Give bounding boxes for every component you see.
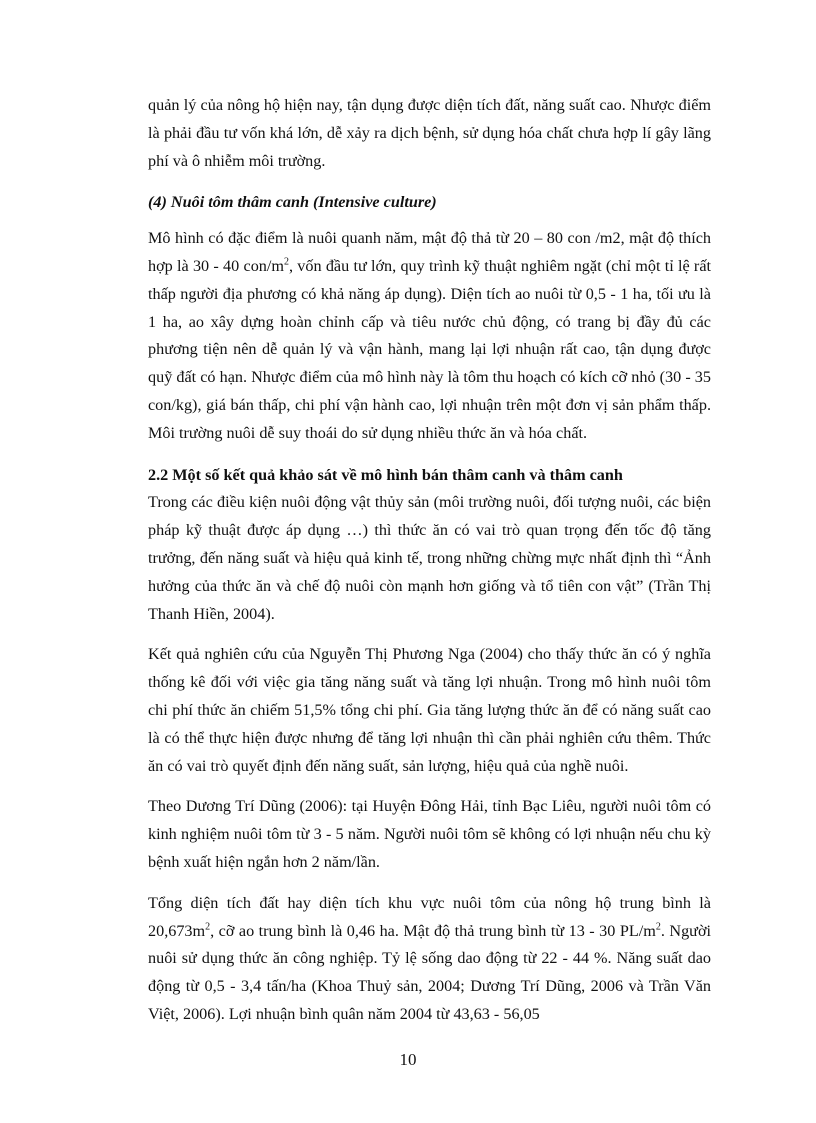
superscript: 2 xyxy=(205,921,211,933)
paragraph-intro: quản lý của nông hộ hiện nay, tận dụng được diện tích đất, năng suất cao. Nhược điểm là phải đầu tư vốn khá lớn, dễ xảy ra dịch bệnh, sử dụng hóa chất chưa hợp lí gây lãng phí và ô nhiễm môi trường. xyxy=(148,96,711,170)
paragraph-nga-study: Kết quả nghiên cứu của Nguyễn Thị Phương Nga (2004) cho thấy thức ăn có ý nghĩa thống kê đối với việc gia tăng năng suất và tăng lợi nhuận. Trong mô hình nuôi tôm chi phí thức ăn chiếm 51,5% tổng chi phí. Gia tăng lượng thức ăn để có năng suất cao là có thể thực hiện được nhưng để tăng lợi nhuận thì cần phải nghiên cứu thêm. Thức ăn có vai trò quyết định đến năng suất, sản lượng, hiệu quả của nghề nuôi. xyxy=(148,645,711,775)
page-number: 10 xyxy=(399,1050,417,1069)
page-body xyxy=(148,92,711,1029)
text-run: , cỡ ao trung bình là 0,46 ha. Mật độ thả trung bình từ 13 - 30 PL/m xyxy=(210,921,656,940)
superscript: 2 xyxy=(655,921,661,933)
paragraph-farm-area xyxy=(148,890,711,1029)
heading-intensive-culture: (4) Nuôi tôm thâm canh (Intensive culture) xyxy=(148,193,437,212)
paragraph-intensive-model xyxy=(148,225,711,447)
text-run: Mô hình có đặc điểm là nuôi quanh năm, mật độ thả từ 20 – 80 con /m2, mật độ thích hợp là 30 - 40 con/m xyxy=(148,229,711,275)
text-run: Tổng diện tích đất hay diện tích khu vực nuôi tôm của nông hộ trung bình là 20,673m xyxy=(148,893,711,940)
text-run: , vốn đầu tư lớn, quy trình kỹ thuật nghiêm ngặt (chỉ một tỉ lệ rất thấp người địa phương có khả năng áp dụng). Diện tích ao nuôi từ 0,5 - 1 ha, tối ưu là 1 ha, ao xây dựng hoàn chỉnh cấp và tiêu nước chủ động, có trang bị đầy đủ các phương tiện nên dễ quản lý và vận hành, mang lại lợi nhuận rất cao, tận dụng được quỹ đất có hạn. Nhược điểm của mô hình này là tôm thu hoạch có kích cỡ nhỏ (30 - 35 con/kg), giá bán thấp, chi phí vận hành cao, lợi nhuận trên một đơn vị sản phẩm thấp. Môi trường nuôi dễ suy thoái do sử dụng nhiều thức ăn và hóa chất. xyxy=(148,256,711,442)
section-heading-2-2: 2.2 Một số kết quả khảo sát về mô hình bán thâm canh và thâm canh xyxy=(148,465,623,484)
paragraph-dung-study: Theo Dương Trí Dũng (2006): tại Huyện Đông Hải, tỉnh Bạc Liêu, người nuôi tôm có kinh nghiệm nuôi tôm từ 3 - 5 năm. Người nuôi tôm sẽ không có lợi nhuận nếu chu kỳ bệnh xuất hiện ngắn hơn 2 năm/lần. xyxy=(148,797,711,871)
text-run: . Người nuôi sử dụng thức ăn công nghiệp. Tỷ lệ sống dao động từ 22 - 44 %. Năng suất dao động từ 0,5 - 3,4 tấn/ha (Khoa Thuỷ sản, 2004; Dương Trí Dũng, 2006 và Trần Văn Việt, 2006). Lợi nhuận bình quân năm 2004 từ 43,63 - 56,05 xyxy=(148,921,711,1023)
superscript: 2 xyxy=(283,256,289,268)
paragraph-feed-role: Trong các điều kiện nuôi động vật thủy sản (môi trường nuôi, đối tượng nuôi, các biện pháp kỹ thuật được áp dụng …) thì thức ăn có vai trò quan trọng đến tốc độ tăng trưởng, đến năng suất và hiệu quả kinh tế, trong những chừng mực nhất định thì “Ảnh hưởng của thức ăn và chế độ nuôi còn mạnh hơn giống và tổ tiên con vật” (Trần Thị Thanh Hiền, 2004). xyxy=(148,493,711,623)
